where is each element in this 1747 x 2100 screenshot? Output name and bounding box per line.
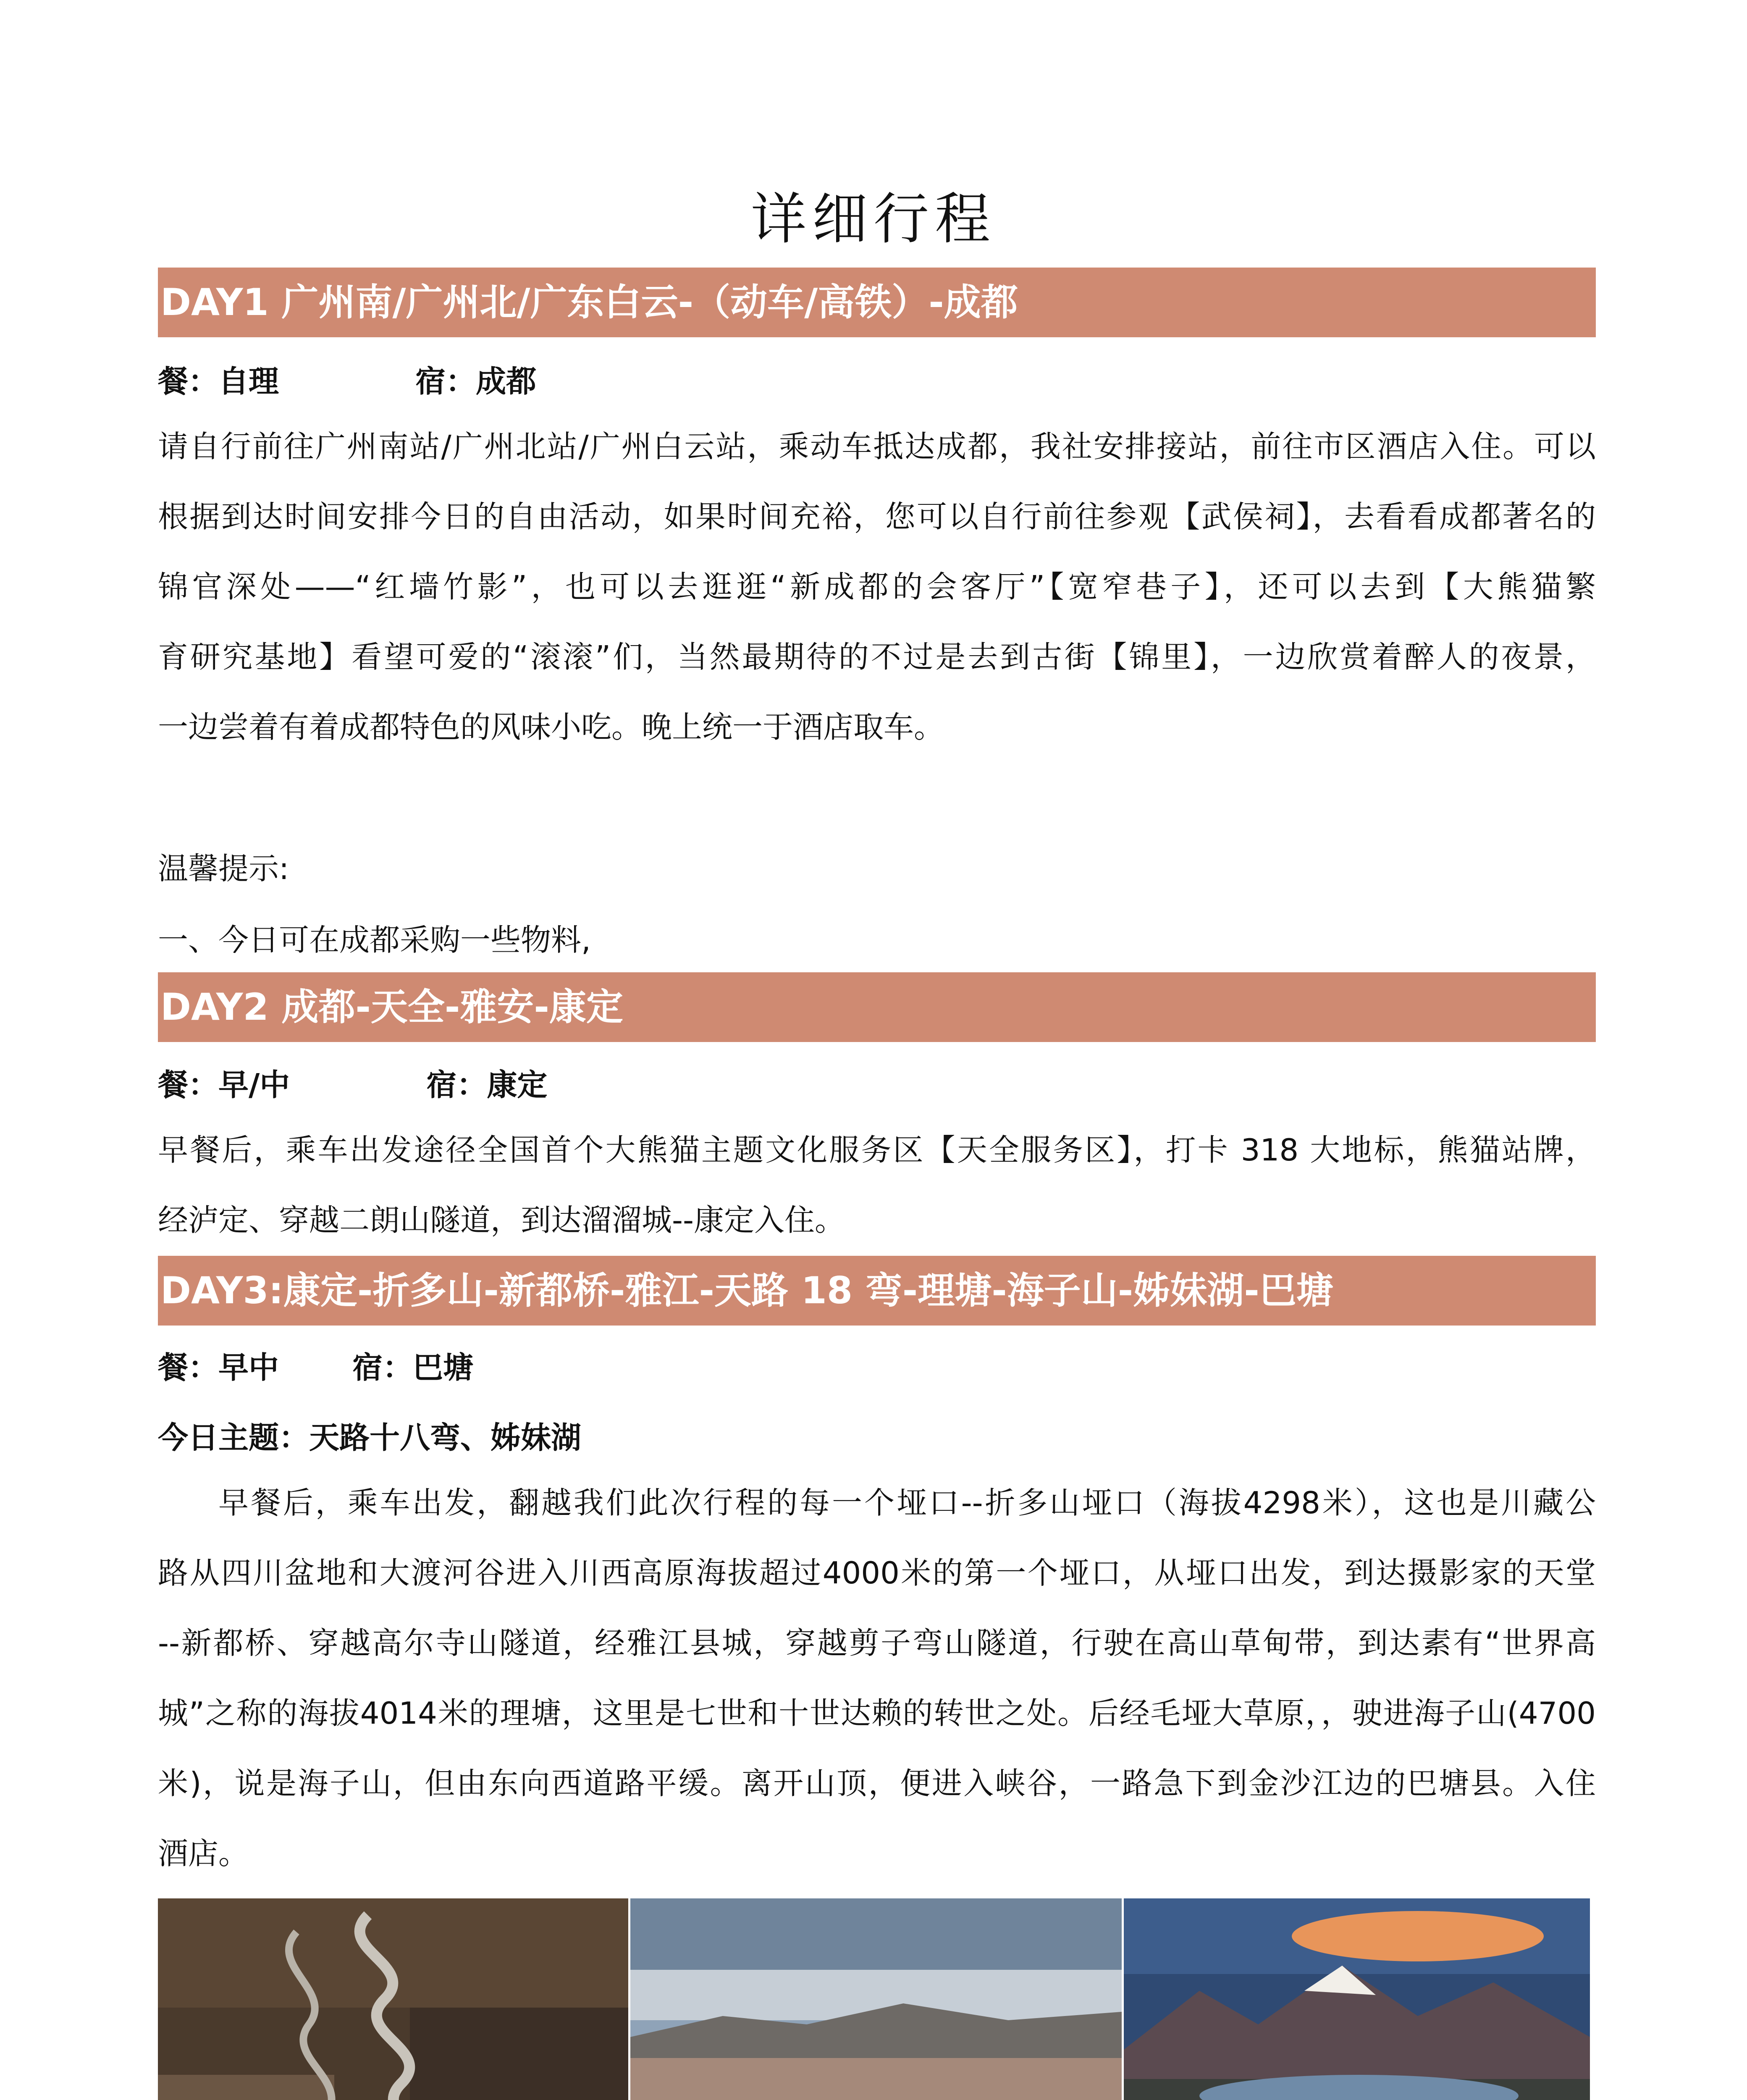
day2-meal-stay	[158, 1060, 1596, 1104]
day3-meal-stay	[158, 1343, 1596, 1387]
day3-description	[158, 1468, 1596, 1889]
day1-tip-1: 一、今日可在成都采购一些物料,	[158, 922, 591, 958]
day2-line: 经泸定、穿越二朗山隧道，到达溜溜城--康定入住。	[158, 1202, 845, 1238]
day1-header: DAY1 广州南/广州北/广东白云-（动车/高铁）-成都	[158, 268, 1596, 337]
day2-meal: 餐：早/中	[158, 1067, 290, 1102]
day3-line: 城”之称的海拔4014米的理塘，这里是七世和十世达赖的转世之处。后经毛垭大草原，，驶进海子山(4700	[158, 1696, 1596, 1731]
day2-description	[158, 1115, 1596, 1255]
day1-description	[158, 412, 1596, 762]
day3-theme: 今日主题：天路十八弯、姊妹湖	[158, 1420, 582, 1455]
day3-stay: 宿：巴塘	[352, 1350, 474, 1385]
day1-line: 锦官深处——“红墙竹影”，也可以去逛逛“新成都的会客厅”【宽窄巷子】，还可以去到【大熊猫繁	[158, 569, 1596, 604]
day3-meal: 餐：早中	[158, 1350, 279, 1385]
day3-line: 路从四川盆地和大渡河谷进入川西高原海拔超过4000米的第一个垭口，从垭口出发，到达摄影家的天堂	[158, 1555, 1596, 1591]
day1-tip-title: 温馨提示:	[158, 851, 289, 886]
day1-stay: 宿：成都	[415, 364, 537, 399]
day1-line: 育研究基地】看望可爱的“滚滚”们，当然最期待的不过是去到古街【锦里】，一边欣赏着醉人的夜景，	[158, 639, 1596, 675]
day3-line: 米)，说是海子山，但由东向西道路平缓。离开山顶，便进入峡谷，一路急下到金沙江边的巴塘县。入住	[158, 1766, 1596, 1801]
day3-line: 酒店。	[158, 1836, 249, 1871]
page-title: 详细行程	[751, 187, 996, 252]
day1-meal-stay	[158, 357, 1596, 401]
day1-line: 请自行前往广州南站/广州北站/广州白云站，乘动车抵达成都，我社安排接站，前往市区酒店入住。可以	[158, 429, 1596, 464]
day2-line: 早餐后，乘车出发途径全国首个大熊猫主题文化服务区【天全服务区】，打卡 318 大地标，熊猫站牌，	[158, 1132, 1596, 1168]
sisters-lake-photo	[1124, 1898, 1590, 2100]
switchback-road-photo	[158, 1898, 628, 2100]
day2-header: DAY2 成都-天全-雅安-康定	[158, 972, 1596, 1042]
day2-stay: 宿：康定	[426, 1067, 548, 1102]
day3-header: DAY3:康定-折多山-新都桥-雅江-天路 18 弯-理塘-海子山-姊妹湖-巴塘	[158, 1256, 1596, 1326]
day1-line: 根据到达时间安排今日的自由活动，如果时间充裕，您可以自行前往参观【武侯祠】，去看看成都著名的	[158, 499, 1596, 534]
day3-line: 早餐后，乘车出发，翻越我们此次行程的每一个垭口--折多山垭口（海拔4298米），这也是川藏公	[218, 1485, 1596, 1520]
day1-line: 一边尝着有着成都特色的风味小吃。晚上统一于酒店取车。	[158, 709, 944, 745]
day1-meal: 餐：自理	[158, 364, 279, 399]
day3-line: --新都桥、穿越高尔寺山隧道，经雅江县城，穿越剪子弯山隧道，行驶在高山草甸带，到达素有“世界高	[158, 1625, 1596, 1661]
litang-town-photo	[630, 1898, 1122, 2100]
